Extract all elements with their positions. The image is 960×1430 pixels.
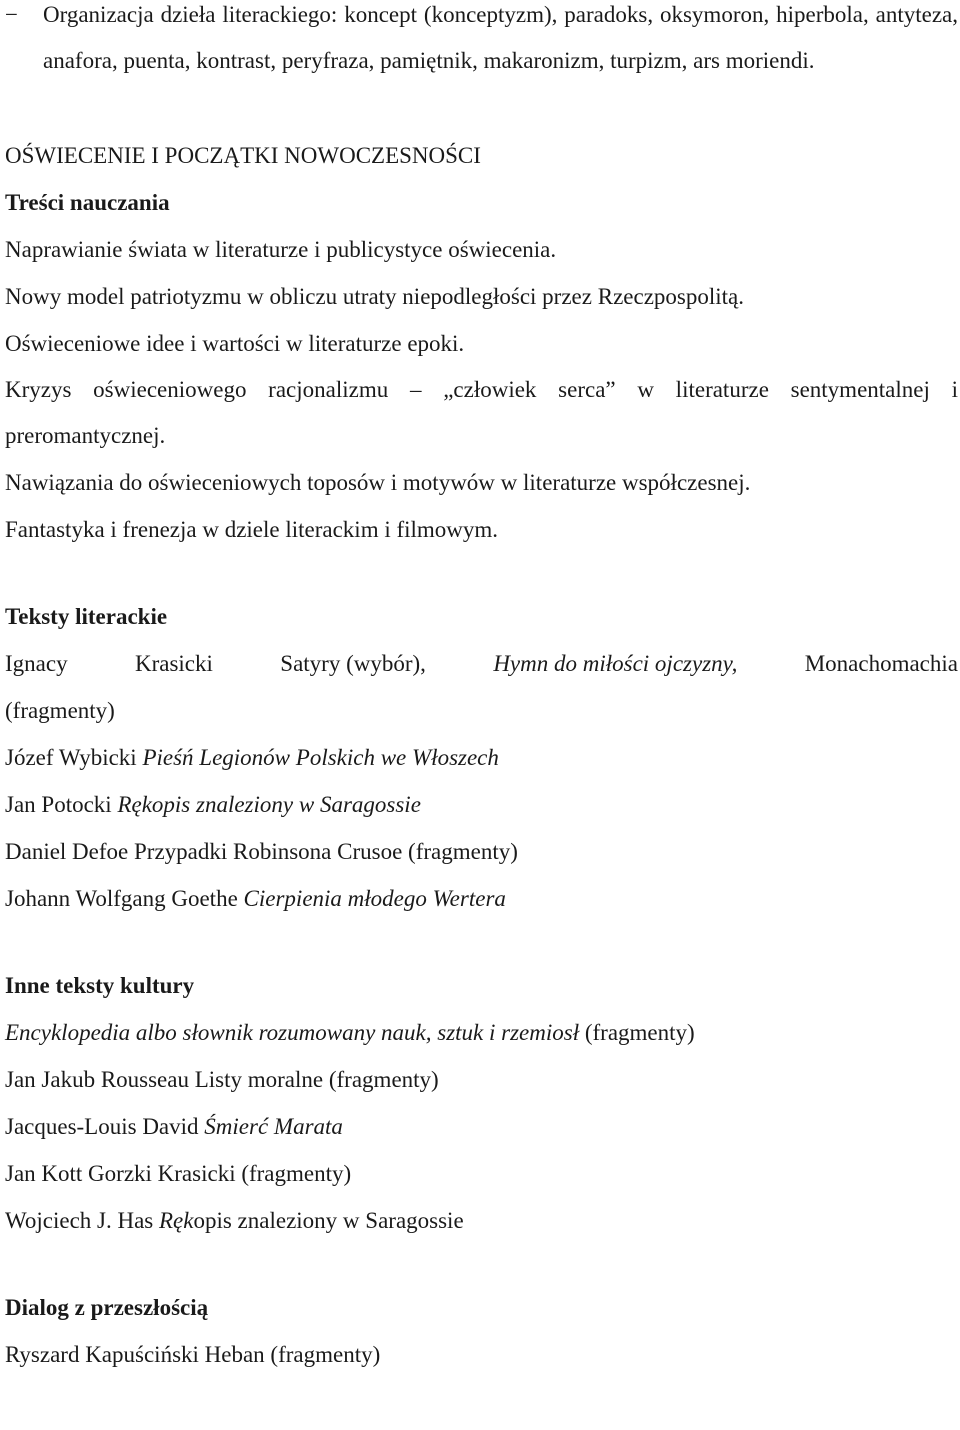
literary-texts-heading: Teksty literackie [5,604,168,629]
list-item [5,1150,958,1197]
intro-text: Organizacja dzieła literackiego: koncept (konceptyzm), paradoks, oksymoron, hiperbola, antyteza, anafora, puenta, kontrast, peryfraza, pamiętnik, makaronizm, turpizm, ars moriendi. [43,2,958,73]
list-item [5,1103,958,1150]
item-author: Jacques-Louis David [5,1114,205,1139]
list-item [5,1009,958,1056]
item-title: Cierpienia młodego Wertera [243,886,506,911]
dialog-heading: Dialog z przeszłością [5,1295,209,1320]
krasicki-fragment-note: (fragmenty) [5,698,115,723]
contents-heading: Treści nauczania [5,190,170,215]
item-author: Jan Kott Gorzki Krasicki (fragmenty) [5,1161,352,1186]
list-item [5,828,958,875]
list-item: Ryszard Kapuściński Heban (fragmenty) [5,1342,381,1367]
section-title: OŚWIECENIE I POCZĄTKI NOWOCZESNOŚCI [5,143,481,168]
list-item-krasicki [5,640,958,687]
has-title-rest: opis znaleziony w Saragossie [193,1208,464,1233]
document-page [5,0,958,1378]
content-item: Nowy model patriotyzmu w obliczu utraty niepodległości przez Rzeczpospolitą. [5,284,744,309]
list-item [5,875,958,922]
item-author: Józef Wybicki [5,745,143,770]
content-item: Kryzys oświeceniowego racjonalizmu – „człowiek serca” w literaturze sentymentalnej i preromantycznej. [5,377,958,448]
krasicki-author-word-2: Krasicki [134,651,213,676]
other-texts-heading: Inne teksty kultury [5,973,195,998]
item-title: Rękopis znaleziony w Saragossie [117,792,421,817]
content-item: Nawiązania do oświeceniowych toposów i motywów w literaturze współczesnej. [5,470,751,495]
list-item [5,1056,958,1103]
krasicki-work-2: Monachomachia [804,651,958,676]
item-title: Śmierć Marata [204,1114,343,1139]
item-title: Encyklopedia albo słownik rozumowany nauk, sztuk i rzemiosł [5,1020,585,1045]
item-author: Jan Potocki [5,792,118,817]
has-title-italic: Ręk [159,1208,194,1233]
list-item [5,781,958,828]
krasicki-author-word-1: Ignacy [5,651,68,676]
item-author: Jan Jakub Rousseau Listy moralne (fragmenty) [5,1067,439,1092]
content-item: Oświeceniowe idee i wartości w literaturze epoki. [5,331,465,356]
intro-bullet [5,0,958,84]
content-item: Fantastyka i frenezja w dziele literackim i filmowym. [5,517,499,542]
item-author: Johann Wolfgang Goethe [5,886,244,911]
list-item [5,734,958,781]
krasicki-hymn-title: Hymn do miłości ojczyzny, [493,651,738,676]
content-item: Naprawianie świata w literaturze i publicystyce oświecenia. [5,237,557,262]
krasicki-work-1: Satyry (wybór), [280,651,426,676]
list-item-has [5,1197,958,1244]
item-suffix: (fragmenty) [584,1020,695,1045]
item-title: Pieśń Legionów Polskich we Włoszech [142,745,499,770]
item-author: Daniel Defoe Przypadki Robinsona Crusoe (fragmenty) [5,839,518,864]
has-author: Wojciech J. Has [5,1208,159,1233]
dash-bullet-icon: − [5,2,18,27]
